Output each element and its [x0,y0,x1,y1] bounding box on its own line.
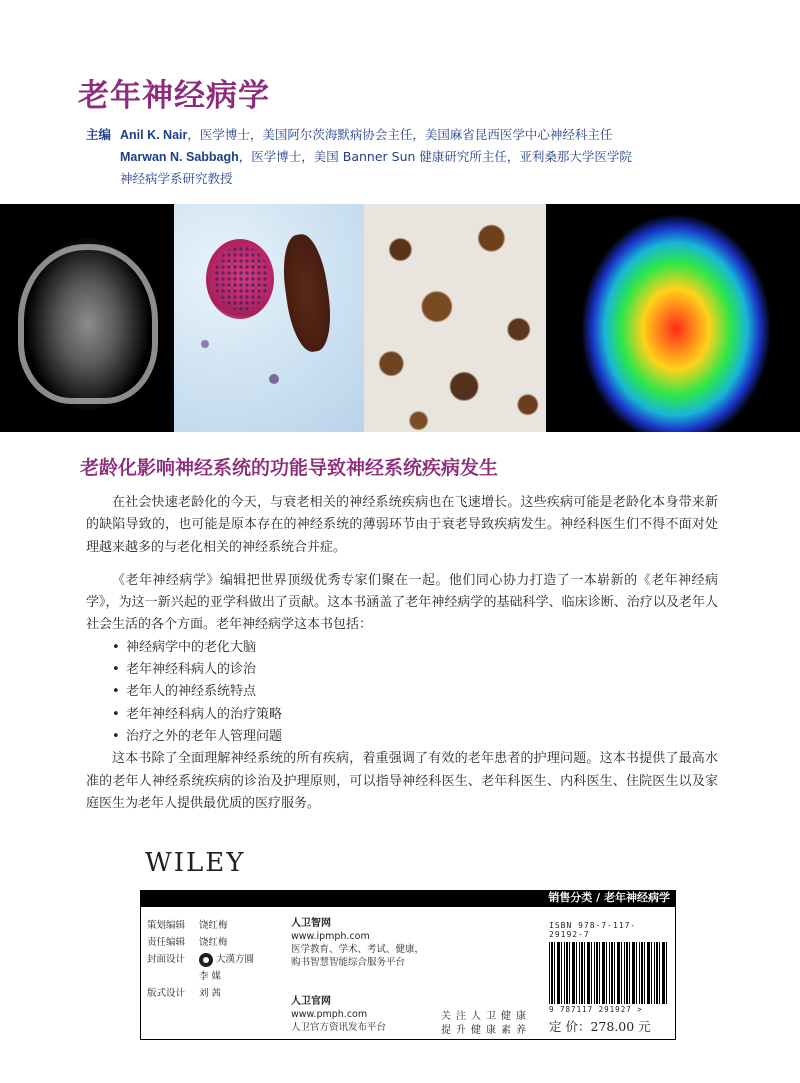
publisher-logo: WILEY [145,848,246,878]
editor-name-1: Anil K. Nair [120,128,188,142]
health-slogan [441,1010,531,1038]
site-heading: 人卫智网 [291,918,331,929]
site-ipmph [291,917,424,969]
editor-desc-1: ，医学博士，美国阿尔茨海默病协会主任，美国麻省昆西医学中心神经科主任 [187,127,613,142]
brown-tangle [278,232,336,355]
editors-label: 主编 [86,127,112,142]
site-desc: 医学教育、学术、考试、健康， [291,944,425,955]
editor-name-2: Marwan N. Sabbagh [120,150,239,164]
paragraph-2: 《老年神经病学》编辑把世界顶级优秀专家们聚在一起。他们同心协力打造了一本崭新的《老年神经病学》，为这一新兴起的亚学科做出了贡献。这本书涵盖了老年神经病学的基础科学、临床诊断、治疗以及老年人社会生活的各个方面。老年神经病学这本书包括： [86,572,718,633]
list-item: • 老年人的神经系统特点 [112,681,718,703]
studio-name: 大漢方圓 [216,954,255,965]
list-item: • 老年神经科病人的诊治 [112,659,718,681]
category-bar [140,890,676,906]
site-url: www.pmph.com [291,1009,368,1020]
paragraph-1: 在社会快速老龄化的今天，与衰老相关的神经系统疾病也在飞速增长。这些疾病可能是老龄化本身带来新的缺陷导致的，也可能是原本存在的神经系统的薄弱环节由于衰老导致疾病发生。神经科医生们不得不面对处理越来越多的与老化相关的神经系统合并症。 [86,495,718,555]
skull-outline [18,244,158,404]
list-item: • 老年神经科病人的治疗策略 [112,704,718,726]
description-body [86,492,718,815]
credits [147,917,254,1002]
barcode-number: 9 787117 291927 > [549,1005,643,1014]
isbn-text: ISBN 978-7-117-29192-7 [549,921,637,939]
nucleus-dot [201,340,209,348]
section-heading: 老龄化影响神经系统的功能导致神经系统疾病发生 [80,457,499,479]
cell-granules [214,246,269,311]
studio-logo [199,951,254,968]
book-title: 老年神经病学 [78,78,270,114]
mri-brain-image [0,204,174,432]
price: 定 价：278.00 元 [549,1019,651,1034]
barcode [549,942,669,1004]
site-desc: 人卫官方资讯发布平台 [291,1022,387,1033]
plaque-histology-image [364,204,546,432]
editor-line-3: 神经病学系研究教授 [120,171,233,186]
nucleus-dot [269,374,279,384]
image-strip [0,204,800,432]
site-desc: 购书智慧智能综合服务平台 [291,957,406,968]
sales-category: 销售分类 / 老年神经病学 [548,891,670,904]
credit-value: 饶红梅 [199,920,228,931]
credit-value: 饶红梅 [199,937,228,948]
list-item: • 治疗之外的老年人管理问题 [112,726,718,748]
editor-line-1 [86,124,726,146]
editor-line-2 [86,146,726,168]
stained-cells-image [174,204,364,432]
site-url: www.ipmph.com [291,931,370,942]
publishing-info-box [140,906,676,1040]
topic-list [86,637,718,748]
site-heading: 人卫官网 [291,996,331,1007]
credit-label: 封面设计 [147,954,186,965]
credit-value: 刘 茜 [199,988,222,999]
editor-desc-2: ，医学博士，美国 Banner Sun 健康研究所主任，亚利桑那大学医学院 [238,149,632,164]
list-item: • 神经病学中的老化大脑 [112,637,718,659]
paragraph-3: 这本书除了全面理解神经系统的所有疾病，着重强调了有效的老年患者的护理问题。这本书提供了最高水准的老年人神经系统疾病的诊治及护理原则，可以指导神经科医生、老年科医生、内科医生、住院医生以及家庭医生为老年人提供最优质的医疗服务。 [86,751,718,811]
credit-label: 策划编辑 [147,920,186,931]
editors-block [86,124,726,189]
slogan-line: 提升健康素养 [441,1025,531,1036]
slogan-line: 关注人卫健康 [441,1011,531,1022]
credit-value: 李 媒 [199,971,222,982]
credit-label: 版式设计 [147,988,186,999]
credit-label: 责任编辑 [147,937,186,948]
studio-logo-icon [199,953,213,967]
isbn-block [549,921,669,1014]
site-pmph [291,995,386,1034]
pet-scan-image [546,204,800,432]
